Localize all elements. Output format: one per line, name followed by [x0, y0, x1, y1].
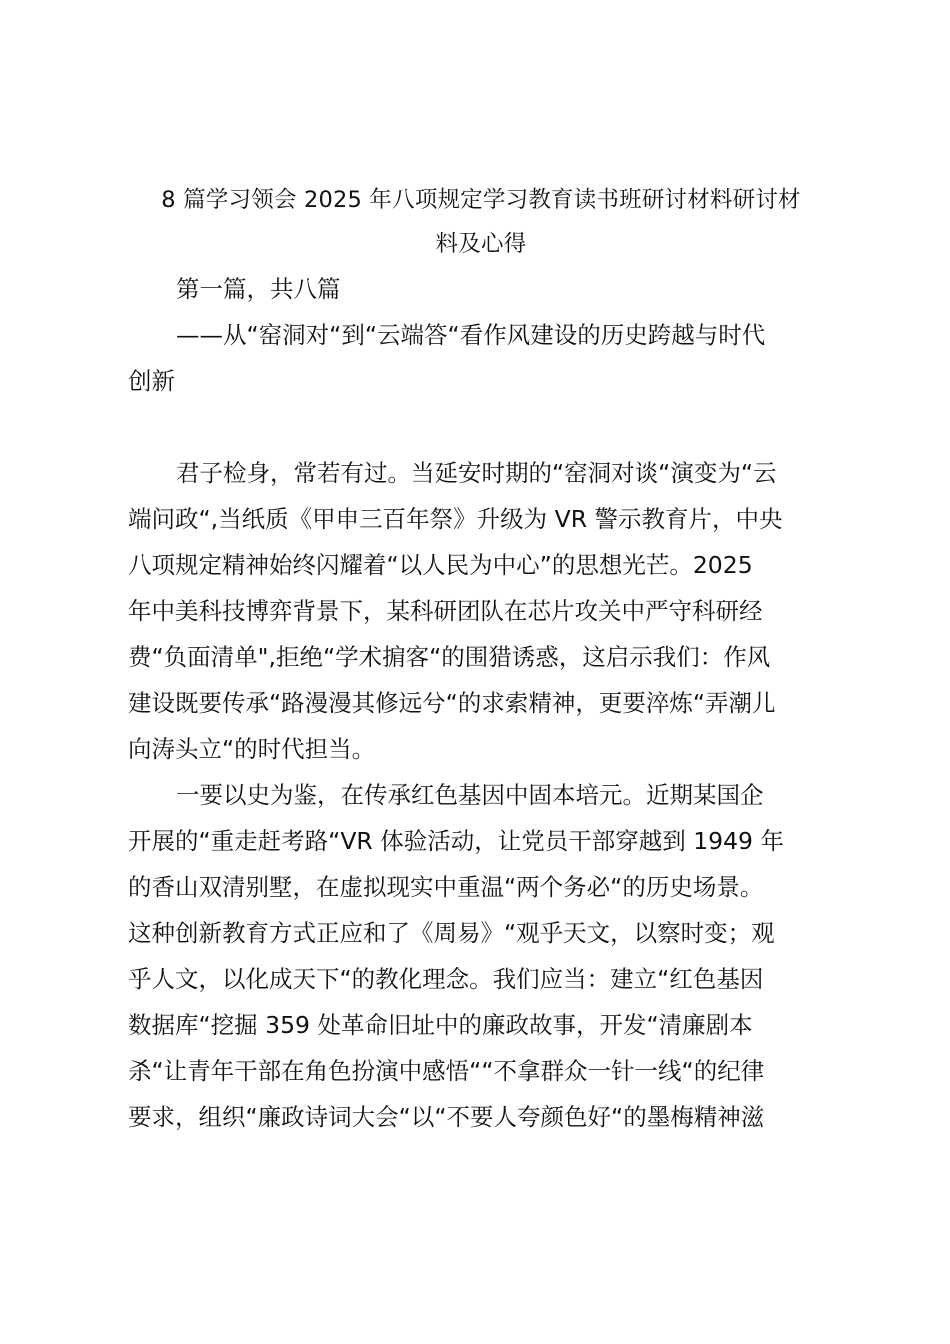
section-heading: 第一篇，共八篇 — [176, 275, 341, 303]
subtitle-line-1: ——从“窑洞对“到“云端答“看作风建设的历史跨越与时代 — [176, 321, 766, 349]
title-line-2: 料及心得 — [435, 231, 527, 257]
paragraph-line: 的香山双清别墅，在虚拟现实中重温“两个务必“的历史场景。 — [128, 873, 764, 901]
paragraph-line: 杀“让青年干部在角色扮演中感悟““不拿群众一针一线“的纪律 — [128, 1057, 765, 1085]
paragraph-line: 费“负面清单",拒绝“学术掮客“的围猎诱惑，这启示我们：作风 — [128, 643, 771, 671]
paragraph-line: 这种创新教育方式正应和了《周易》“观乎天文，以察时变；观 — [128, 919, 775, 947]
blank-line — [128, 404, 834, 450]
paragraph-line: 向涛头立“的时代担当。 — [128, 735, 376, 763]
paragraph-line: 乎人文，以化成天下“的教化理念。我们应当：建立“红色基因 — [128, 965, 764, 993]
title-line-1: 8 篇学习领会 2025 年八项规定学习教育读书班研讨材料研讨材 — [161, 187, 801, 213]
paragraph-line: 一要以史为鉴，在传承红色基因中固本培元。近期某国企 — [176, 781, 764, 809]
paragraph-line: 八项规定精神始终闪耀着“以人民为中心”的思想光芒。2025 — [128, 551, 753, 579]
paragraph-line: 端问政“,当纸质《甲申三百年祭》升级为 VR 警示教育片，中央 — [128, 505, 783, 533]
paragraph-2 — [128, 772, 834, 1140]
paragraph-line: 数据库“挖掘 359 处革命旧址中的廉政故事，开发“清廉剧本 — [128, 1011, 753, 1039]
document-body — [128, 178, 834, 1140]
subtitle-line-2: 创新 — [128, 367, 175, 395]
paragraph-line: 开展的“重走赶考路“VR 体验活动，让党员干部穿越到 1949 年 — [128, 827, 784, 855]
document-title — [128, 178, 834, 266]
subtitle — [128, 312, 834, 404]
paragraph-line: 君子检身，常若有过。当延安时期的“窑洞对谈“演变为“云 — [176, 459, 777, 487]
paragraph-line: 建设既要传承“路漫漫其修远兮“的求索精神，更要淬炼“弄潮儿 — [128, 689, 776, 717]
paragraph-line: 要求，组织“廉政诗词大会“以“不要人夸颜色好“的墨梅精神滋 — [128, 1103, 765, 1131]
paragraph-1 — [128, 450, 834, 772]
paragraph-line: 年中美科技博弈背景下，某科研团队在芯片攻关中严守科研经 — [128, 597, 763, 625]
